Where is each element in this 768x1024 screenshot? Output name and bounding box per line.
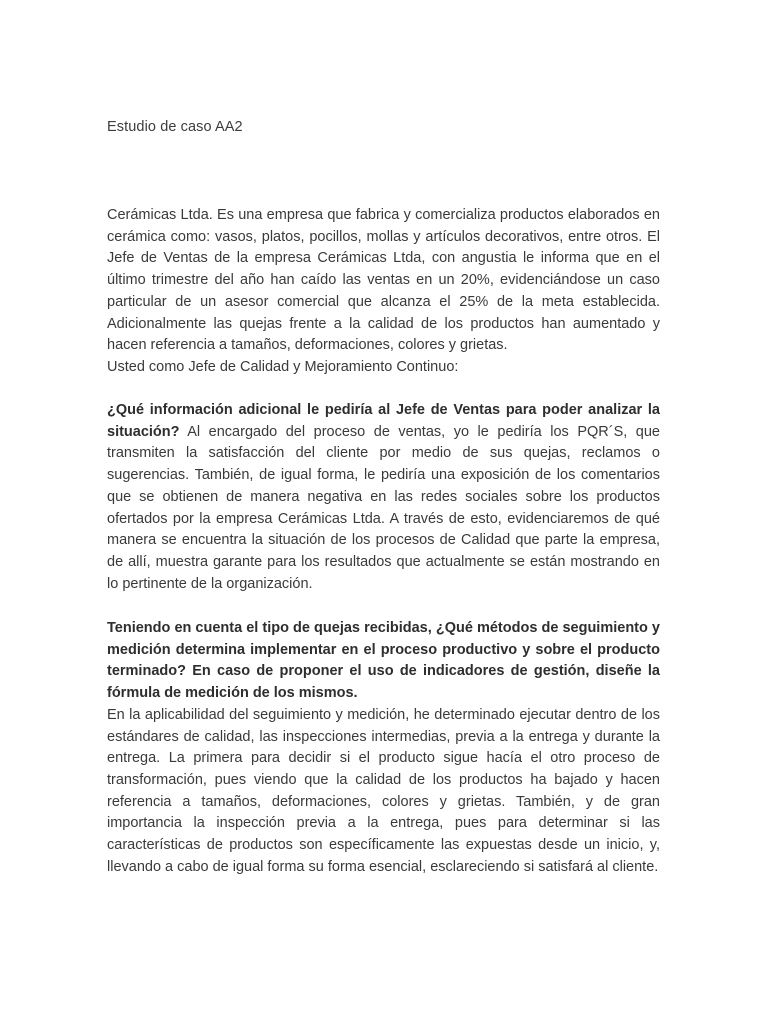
question-2-section (107, 618, 660, 878)
intro-role-line: Usted como Jefe de Calidad y Mejoramiento Continuo: (107, 358, 459, 375)
document-page (107, 0, 660, 1024)
intro-section (107, 205, 660, 379)
intro-paragraph: Cerámicas Ltda. Es una empresa que fabrica y comercializa productos elaborados en cerámica como: vasos, platos, pocillos, mollas y artículos decorativos, entre otros. El Jefe de Ventas de la empresa Cerámicas Ltda, con angustia le informa que en el último trimestre del año han caído las ventas en un 20%, evidenciándose un caso particular de un asesor comercial que alcanza el 25% de la meta establecida. Adicionalmente las quejas frente a la calidad de los productos han aumentado y hacen referencia a tamaños, deformaciones, colores y grietas. (107, 207, 660, 354)
question-1-paragraph (107, 400, 660, 595)
answer-1-text: Al encargado del proceso de ventas, yo le pediría los PQR´S, que transmiten la satisfacción del cliente por medio de sus quejas, reclamos o sugerencias. También, de igual forma, le pediría una exposición de los comentarios que se obtienen de manera negativa en las redes sociales sobre los productos ofertados por la empresa Cerámicas Ltda. A través de esto, evidenciaremos de qué manera se encuentra la situación de los procesos de Calidad que parte la empresa, de allí, muestra garante para los resultados que actualmente se están mostrando en lo pertinente de la organización. (107, 423, 660, 592)
document-title: Estudio de caso AA2 (107, 119, 243, 135)
question-1-section (107, 400, 660, 595)
question-1-text: ¿Qué información adicional le pediría al Jefe de Ventas para poder analizar la situación? (107, 402, 660, 440)
question-2-text: Teniendo en cuenta el tipo de quejas recibidas, ¿Qué métodos de seguimiento y medición determina implementar en el proceso productivo y sobre el producto terminado? En caso de proponer el uso de indicadores de gestión, diseñe la fórmula de medición de los mismos. (107, 620, 660, 702)
answer-2-text: En la aplicabilidad del seguimiento y medición, he determinado ejecutar dentro de los estándares de calidad, las inspecciones intermedias, previa a la entrega y durante la entrega. La primera para decidir si el producto sigue hacía el otro proceso de transformación, pues viendo que la calidad de los productos ha bajado y hacen referencia a tamaños, deformaciones, colores y grietas. También, y de gran importancia la inspección previa a la entrega, pues para determinar si las características de productos son específicamente las expuestas desde un inicio, y, llevando a cabo de igual forma su forma esencial, esclareciendo si satisfará al cliente. (107, 706, 660, 875)
